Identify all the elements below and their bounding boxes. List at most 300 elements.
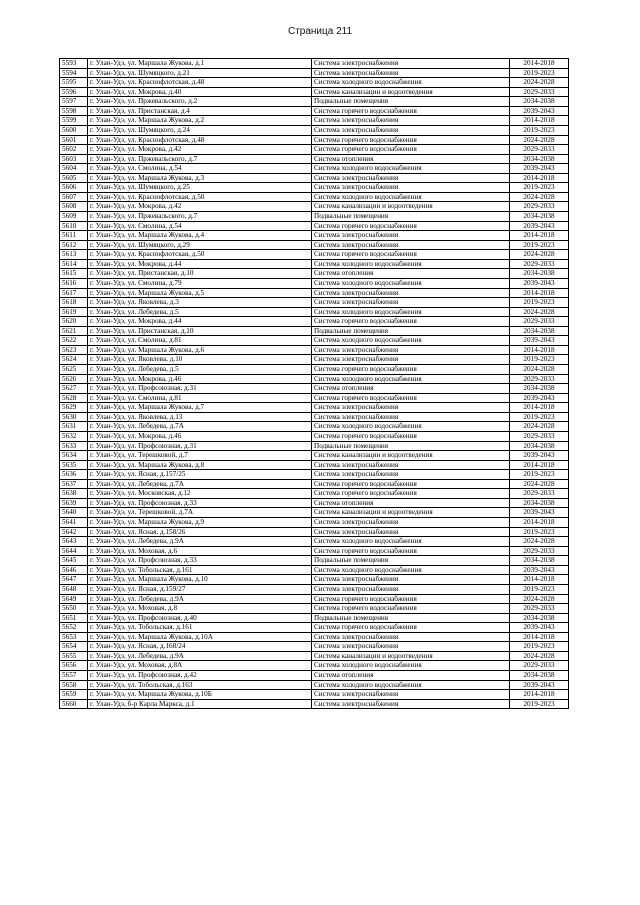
row-address: г. Улан-Удэ, ул. Яковлева, д.10 — [88, 355, 312, 365]
row-number: 5641 — [60, 518, 88, 528]
table-row — [60, 470, 569, 480]
table-row — [60, 556, 569, 566]
row-period: 2034-2038 — [510, 613, 569, 623]
row-system: Система горячего водоснабжения — [312, 623, 510, 633]
row-address: г. Улан-Удэ, ул. Шумяцкого, д.24 — [88, 125, 312, 135]
row-system: Система электроснабжения — [312, 298, 510, 308]
row-period: 2024-2028 — [510, 537, 569, 547]
row-number: 5624 — [60, 355, 88, 365]
row-period: 2039-2043 — [510, 106, 569, 116]
row-address: г. Улан-Удэ, ул. Ясная, д.159/27 — [88, 584, 312, 594]
row-number: 5633 — [60, 441, 88, 451]
row-address: г. Улан-Удэ, ул. Маршала Жукова, д.8 — [88, 460, 312, 470]
row-period: 2034-2038 — [510, 97, 569, 107]
row-system: Система горячего водоснабжения — [312, 546, 510, 556]
row-number: 5604 — [60, 164, 88, 174]
row-system: Система электроснабжения — [312, 527, 510, 537]
row-system: Система канализации и водоотведения — [312, 202, 510, 212]
row-number: 5628 — [60, 393, 88, 403]
row-system: Система электроснабжения — [312, 518, 510, 528]
row-number: 5653 — [60, 632, 88, 642]
row-system: Система электроснабжения — [312, 632, 510, 642]
row-number: 5599 — [60, 116, 88, 126]
row-period: 2029-2033 — [510, 145, 569, 155]
table-row — [60, 135, 569, 145]
row-address: г. Улан-Удэ, ул. Мокрова, д.42 — [88, 202, 312, 212]
row-period: 2034-2038 — [510, 441, 569, 451]
table-row — [60, 623, 569, 633]
row-address: г. Улан-Удэ, ул. Ясная, д.158/26 — [88, 527, 312, 537]
row-period: 2039-2043 — [510, 278, 569, 288]
row-system: Система электроснабжения — [312, 59, 510, 69]
row-address: г. Улан-Удэ, ул. Моховая, д.8А — [88, 661, 312, 671]
row-number: 5601 — [60, 135, 88, 145]
table-row — [60, 97, 569, 107]
row-system: Система электроснабжения — [312, 699, 510, 709]
row-number: 5595 — [60, 78, 88, 88]
table-row — [60, 651, 569, 661]
row-period: 2039-2043 — [510, 451, 569, 461]
row-address: г. Улан-Удэ, ул. Профсоюзная, д.33 — [88, 498, 312, 508]
registry-table — [59, 58, 569, 709]
row-address: г. Улан-Удэ, ул. Профсоюзная, д.33 — [88, 556, 312, 566]
row-address: г. Улан-Удэ, ул. Лебедева, д.7А — [88, 479, 312, 489]
row-system: Система электроснабжения — [312, 642, 510, 652]
row-address: г. Улан-Удэ, ул. Яковлева, д.13 — [88, 412, 312, 422]
row-period: 2014-2018 — [510, 690, 569, 700]
row-system: Система горячего водоснабжения — [312, 393, 510, 403]
row-address: г. Улан-Удэ, ул. Тобольская, д.161 — [88, 565, 312, 575]
row-system: Система электроснабжения — [312, 183, 510, 193]
row-system: Система электроснабжения — [312, 345, 510, 355]
row-address: г. Улан-Удэ, ул. Тобольская, д.163 — [88, 680, 312, 690]
row-system: Система горячего водоснабжения — [312, 431, 510, 441]
row-number: 5619 — [60, 307, 88, 317]
row-period: 2019-2023 — [510, 527, 569, 537]
row-number: 5607 — [60, 192, 88, 202]
table-row — [60, 441, 569, 451]
row-address: г. Улан-Удэ, б-р Карла Маркса, д.1 — [88, 699, 312, 709]
row-number: 5606 — [60, 183, 88, 193]
row-address: г. Улан-Удэ, ул. Ясная, д.168/24 — [88, 642, 312, 652]
row-number: 5597 — [60, 97, 88, 107]
row-number: 5649 — [60, 594, 88, 604]
row-number: 5639 — [60, 498, 88, 508]
table-row — [60, 661, 569, 671]
table-row — [60, 240, 569, 250]
table-row — [60, 527, 569, 537]
row-address: г. Улан-Удэ, ул. Шумяцкого, д.21 — [88, 68, 312, 78]
row-system: Система горячего водоснабжения — [312, 317, 510, 327]
row-period: 2034-2038 — [510, 154, 569, 164]
row-address: г. Улан-Удэ, ул. Смолина, д.81 — [88, 336, 312, 346]
row-number: 5614 — [60, 259, 88, 269]
table-row — [60, 317, 569, 327]
row-number: 5610 — [60, 221, 88, 231]
row-system: Система электроснабжения — [312, 470, 510, 480]
row-system: Подвальные помещения — [312, 212, 510, 222]
row-number: 5593 — [60, 59, 88, 69]
table-row — [60, 680, 569, 690]
row-number: 5630 — [60, 412, 88, 422]
row-address: г. Улан-Удэ, ул. Лебедева, д.5 — [88, 307, 312, 317]
table-row — [60, 87, 569, 97]
row-address: г. Улан-Удэ, ул. Мокрова, д.46 — [88, 374, 312, 384]
table-row — [60, 374, 569, 384]
row-system: Система электроснабжения — [312, 68, 510, 78]
row-address: г. Улан-Удэ, ул. Яковлева, д.3 — [88, 298, 312, 308]
row-number: 5608 — [60, 202, 88, 212]
row-number: 5600 — [60, 125, 88, 135]
row-period: 2029-2033 — [510, 259, 569, 269]
row-system: Система горячего водоснабжения — [312, 221, 510, 231]
row-number: 5654 — [60, 642, 88, 652]
row-period: 2029-2033 — [510, 546, 569, 556]
row-system: Система отопления — [312, 384, 510, 394]
row-period: 2029-2033 — [510, 604, 569, 614]
row-system: Система отопления — [312, 154, 510, 164]
row-address: г. Улан-Удэ, ул. Краснофлотская, д.48 — [88, 78, 312, 88]
row-system: Система холодного водоснабжения — [312, 164, 510, 174]
table-row — [60, 365, 569, 375]
table-row — [60, 403, 569, 413]
table-row — [60, 613, 569, 623]
table-row — [60, 604, 569, 614]
row-address: г. Улан-Удэ, ул. Мокрова, д.44 — [88, 317, 312, 327]
table-row — [60, 59, 569, 69]
row-number: 5621 — [60, 326, 88, 336]
table-row — [60, 269, 569, 279]
row-number: 5631 — [60, 422, 88, 432]
table-row — [60, 594, 569, 604]
row-system: Система канализации и водоотведения — [312, 451, 510, 461]
table-row — [60, 498, 569, 508]
table-row — [60, 326, 569, 336]
row-system: Система горячего водоснабжения — [312, 135, 510, 145]
row-system: Система электроснабжения — [312, 240, 510, 250]
row-number: 5615 — [60, 269, 88, 279]
row-number: 5643 — [60, 537, 88, 547]
row-period: 2024-2028 — [510, 651, 569, 661]
row-address: г. Улан-Удэ, ул. Пржевальского, д.7 — [88, 154, 312, 164]
table-row — [60, 460, 569, 470]
row-system: Система канализации и водоотведения — [312, 508, 510, 518]
row-address: г. Улан-Удэ, ул. Мокрова, д.46 — [88, 431, 312, 441]
row-number: 5623 — [60, 345, 88, 355]
row-address: г. Улан-Удэ, ул. Моховая, д.8 — [88, 604, 312, 614]
row-address: г. Улан-Удэ, ул. Маршала Жукова, д.5 — [88, 288, 312, 298]
row-period: 2014-2018 — [510, 632, 569, 642]
table-row — [60, 671, 569, 681]
row-address: г. Улан-Удэ, ул. Смолина, д.54 — [88, 164, 312, 174]
table-row — [60, 393, 569, 403]
row-system: Система горячего водоснабжения — [312, 604, 510, 614]
row-system: Система горячего водоснабжения — [312, 365, 510, 375]
table-row — [60, 250, 569, 260]
row-system: Система холодного водоснабжения — [312, 537, 510, 547]
row-system: Система электроснабжения — [312, 460, 510, 470]
row-period: 2019-2023 — [510, 470, 569, 480]
row-address: г. Улан-Удэ, ул. Маршала Жукова, д.4 — [88, 231, 312, 241]
row-address: г. Улан-Удэ, ул. Маршала Жукова, д.3 — [88, 173, 312, 183]
row-period: 2014-2018 — [510, 403, 569, 413]
row-period: 2014-2018 — [510, 59, 569, 69]
table-row — [60, 690, 569, 700]
row-period: 2024-2028 — [510, 192, 569, 202]
row-period: 2029-2033 — [510, 317, 569, 327]
row-period: 2024-2028 — [510, 135, 569, 145]
row-period: 2039-2043 — [510, 221, 569, 231]
row-system: Система холодного водоснабжения — [312, 661, 510, 671]
row-number: 5603 — [60, 154, 88, 164]
table-row — [60, 384, 569, 394]
table-row — [60, 565, 569, 575]
row-system: Система холодного водоснабжения — [312, 565, 510, 575]
table-row — [60, 632, 569, 642]
table-row — [60, 125, 569, 135]
row-period: 2024-2028 — [510, 594, 569, 604]
row-number: 5618 — [60, 298, 88, 308]
row-number: 5637 — [60, 479, 88, 489]
row-period: 2014-2018 — [510, 116, 569, 126]
row-address: г. Улан-Удэ, ул. Пристанская, д.4 — [88, 106, 312, 116]
row-address: г. Улан-Удэ, ул. Краснофлотская, д.50 — [88, 250, 312, 260]
row-address: г. Улан-Удэ, ул. Пржевальского, д.2 — [88, 97, 312, 107]
row-period: 2039-2043 — [510, 336, 569, 346]
row-system: Система канализации и водоотведения — [312, 651, 510, 661]
row-period: 2029-2033 — [510, 431, 569, 441]
table-row — [60, 489, 569, 499]
row-address: г. Улан-Удэ, ул. Лебедева, д.9А — [88, 594, 312, 604]
row-number: 5612 — [60, 240, 88, 250]
row-address: г. Улан-Удэ, ул. Профсоюзная, д.42 — [88, 671, 312, 681]
table-row — [60, 518, 569, 528]
table-row — [60, 212, 569, 222]
row-period: 2024-2028 — [510, 422, 569, 432]
row-address: г. Улан-Удэ, ул. Мокрова, д.42 — [88, 145, 312, 155]
row-address: г. Улан-Удэ, ул. Краснофлотская, д.48 — [88, 135, 312, 145]
row-address: г. Улан-Удэ, ул. Маршала Жукова, д.1 — [88, 59, 312, 69]
row-period: 2039-2043 — [510, 623, 569, 633]
row-period: 2039-2043 — [510, 164, 569, 174]
row-system: Система холодного водоснабжения — [312, 422, 510, 432]
row-system: Система горячего водоснабжения — [312, 489, 510, 499]
row-period: 2034-2038 — [510, 326, 569, 336]
row-address: г. Улан-Удэ, ул. Маршала Жукова, д.10А — [88, 632, 312, 642]
table-row — [60, 288, 569, 298]
row-period: 2014-2018 — [510, 345, 569, 355]
row-system: Система электроснабжения — [312, 575, 510, 585]
row-period: 2019-2023 — [510, 642, 569, 652]
row-period: 2029-2033 — [510, 202, 569, 212]
row-period: 2024-2028 — [510, 479, 569, 489]
table-row — [60, 642, 569, 652]
row-address: г. Улан-Удэ, ул. Лебедева, д.7А — [88, 422, 312, 432]
table-row — [60, 422, 569, 432]
row-system: Система горячего водоснабжения — [312, 594, 510, 604]
table-row — [60, 106, 569, 116]
row-number: 5625 — [60, 365, 88, 375]
table-row — [60, 164, 569, 174]
row-number: 5640 — [60, 508, 88, 518]
row-system: Система горячего водоснабжения — [312, 479, 510, 489]
row-system: Система электроснабжения — [312, 412, 510, 422]
row-period: 2014-2018 — [510, 575, 569, 585]
row-period: 2014-2018 — [510, 460, 569, 470]
row-number: 5651 — [60, 613, 88, 623]
row-system: Система электроснабжения — [312, 231, 510, 241]
row-address: г. Улан-Удэ, ул. Смолина, д.79 — [88, 278, 312, 288]
table-row — [60, 336, 569, 346]
row-system: Подвальные помещения — [312, 441, 510, 451]
row-period: 2019-2023 — [510, 125, 569, 135]
row-period: 2034-2038 — [510, 384, 569, 394]
row-number: 5656 — [60, 661, 88, 671]
table-row — [60, 307, 569, 317]
row-system: Подвальные помещения — [312, 326, 510, 336]
table-row — [60, 78, 569, 88]
table-row — [60, 202, 569, 212]
row-address: г. Улан-Удэ, ул. Тобольская, д.161 — [88, 623, 312, 633]
row-system: Система холодного водоснабжения — [312, 78, 510, 88]
table-row — [60, 231, 569, 241]
table-row — [60, 508, 569, 518]
row-address: г. Улан-Удэ, ул. Шумяцкого, д.29 — [88, 240, 312, 250]
table-row — [60, 546, 569, 556]
row-period: 2024-2028 — [510, 307, 569, 317]
row-address: г. Улан-Удэ, ул. Смолина, д.54 — [88, 221, 312, 231]
row-period: 2019-2023 — [510, 584, 569, 594]
table-row — [60, 584, 569, 594]
row-number: 5613 — [60, 250, 88, 260]
row-system: Система горячего водоснабжения — [312, 145, 510, 155]
row-number: 5622 — [60, 336, 88, 346]
row-number: 5647 — [60, 575, 88, 585]
row-address: г. Улан-Удэ, ул. Ясная, д.157/25 — [88, 470, 312, 480]
table-row — [60, 68, 569, 78]
row-number: 5652 — [60, 623, 88, 633]
row-system: Система электроснабжения — [312, 288, 510, 298]
row-address: г. Улан-Удэ, ул. Краснофлотская, д.50 — [88, 192, 312, 202]
table-row — [60, 345, 569, 355]
row-period: 2019-2023 — [510, 240, 569, 250]
row-address: г. Улан-Удэ, ул. Профсоюзная, д.31 — [88, 384, 312, 394]
table-row — [60, 145, 569, 155]
row-system: Система холодного водоснабжения — [312, 259, 510, 269]
row-period: 2014-2018 — [510, 288, 569, 298]
table-row — [60, 537, 569, 547]
row-address: г. Улан-Удэ, ул. Терешковой, д.7А — [88, 508, 312, 518]
row-system: Система холодного водоснабжения — [312, 680, 510, 690]
row-number: 5611 — [60, 231, 88, 241]
row-system: Система холодного водоснабжения — [312, 336, 510, 346]
row-system: Система электроснабжения — [312, 116, 510, 126]
row-system: Система отопления — [312, 269, 510, 279]
row-number: 5659 — [60, 690, 88, 700]
row-system: Система отопления — [312, 671, 510, 681]
row-period: 2039-2043 — [510, 680, 569, 690]
row-period: 2019-2023 — [510, 183, 569, 193]
row-period: 2024-2028 — [510, 78, 569, 88]
row-period: 2024-2028 — [510, 250, 569, 260]
row-period: 2034-2038 — [510, 671, 569, 681]
row-number: 5632 — [60, 431, 88, 441]
row-period: 2034-2038 — [510, 212, 569, 222]
row-number: 5655 — [60, 651, 88, 661]
row-period: 2019-2023 — [510, 68, 569, 78]
row-number: 5594 — [60, 68, 88, 78]
row-number: 5650 — [60, 604, 88, 614]
row-number: 5598 — [60, 106, 88, 116]
row-period: 2024-2028 — [510, 365, 569, 375]
row-system: Подвальные помещения — [312, 556, 510, 566]
row-address: г. Улан-Удэ, ул. Лебедева, д.9А — [88, 651, 312, 661]
table-row — [60, 116, 569, 126]
row-address: г. Улан-Удэ, ул. Маршала Жукова, д.7 — [88, 403, 312, 413]
row-address: г. Улан-Удэ, ул. Шумяцкого, д.25 — [88, 183, 312, 193]
row-address: г. Улан-Удэ, ул. Смолина, д.81 — [88, 393, 312, 403]
row-system: Система холодного водоснабжения — [312, 192, 510, 202]
table-row — [60, 479, 569, 489]
row-system: Система холодного водоснабжения — [312, 307, 510, 317]
row-period: 2029-2033 — [510, 661, 569, 671]
row-system: Система канализации и водоотведения — [312, 87, 510, 97]
table-row — [60, 259, 569, 269]
row-period: 2019-2023 — [510, 355, 569, 365]
row-system: Система электроснабжения — [312, 690, 510, 700]
row-number: 5602 — [60, 145, 88, 155]
page-header: Страница 211 — [287, 26, 353, 37]
row-address: г. Улан-Удэ, ул. Московская, д.12 — [88, 489, 312, 499]
row-period: 2034-2038 — [510, 269, 569, 279]
row-number: 5627 — [60, 384, 88, 394]
row-number: 5638 — [60, 489, 88, 499]
table-row — [60, 298, 569, 308]
row-address: г. Улан-Удэ, ул. Мокрова, д.44 — [88, 259, 312, 269]
row-system: Система электроснабжения — [312, 403, 510, 413]
row-period: 2014-2018 — [510, 518, 569, 528]
row-address: г. Улан-Удэ, ул. Маршала Жукова, д.10Б — [88, 690, 312, 700]
row-period: 2034-2038 — [510, 556, 569, 566]
table-row — [60, 192, 569, 202]
table-row — [60, 575, 569, 585]
table-row — [60, 451, 569, 461]
row-address: г. Улан-Удэ, ул. Мокрова, д.40 — [88, 87, 312, 97]
row-period: 2029-2033 — [510, 489, 569, 499]
row-address: г. Улан-Удэ, ул. Маршала Жукова, д.6 — [88, 345, 312, 355]
row-number: 5644 — [60, 546, 88, 556]
row-address: г. Улан-Удэ, ул. Пржевальского, д.7 — [88, 212, 312, 222]
table-row — [60, 412, 569, 422]
row-period: 2039-2043 — [510, 393, 569, 403]
row-system: Подвальные помещения — [312, 97, 510, 107]
row-period: 2034-2038 — [510, 498, 569, 508]
table-row — [60, 221, 569, 231]
row-period: 2029-2033 — [510, 374, 569, 384]
row-address: г. Улан-Удэ, ул. Маршала Жукова, д.10 — [88, 575, 312, 585]
row-period: 2019-2023 — [510, 699, 569, 709]
row-address: г. Улан-Удэ, ул. Профсоюзная, д.40 — [88, 613, 312, 623]
table-row — [60, 173, 569, 183]
row-system: Подвальные помещения — [312, 613, 510, 623]
row-number: 5605 — [60, 173, 88, 183]
row-address: г. Улан-Удэ, ул. Моховая, д.6 — [88, 546, 312, 556]
row-address: г. Улан-Удэ, ул. Маршала Жукова, д.9 — [88, 518, 312, 528]
row-number: 5660 — [60, 699, 88, 709]
table-row — [60, 183, 569, 193]
row-system: Система холодного водоснабжения — [312, 278, 510, 288]
table-row — [60, 278, 569, 288]
